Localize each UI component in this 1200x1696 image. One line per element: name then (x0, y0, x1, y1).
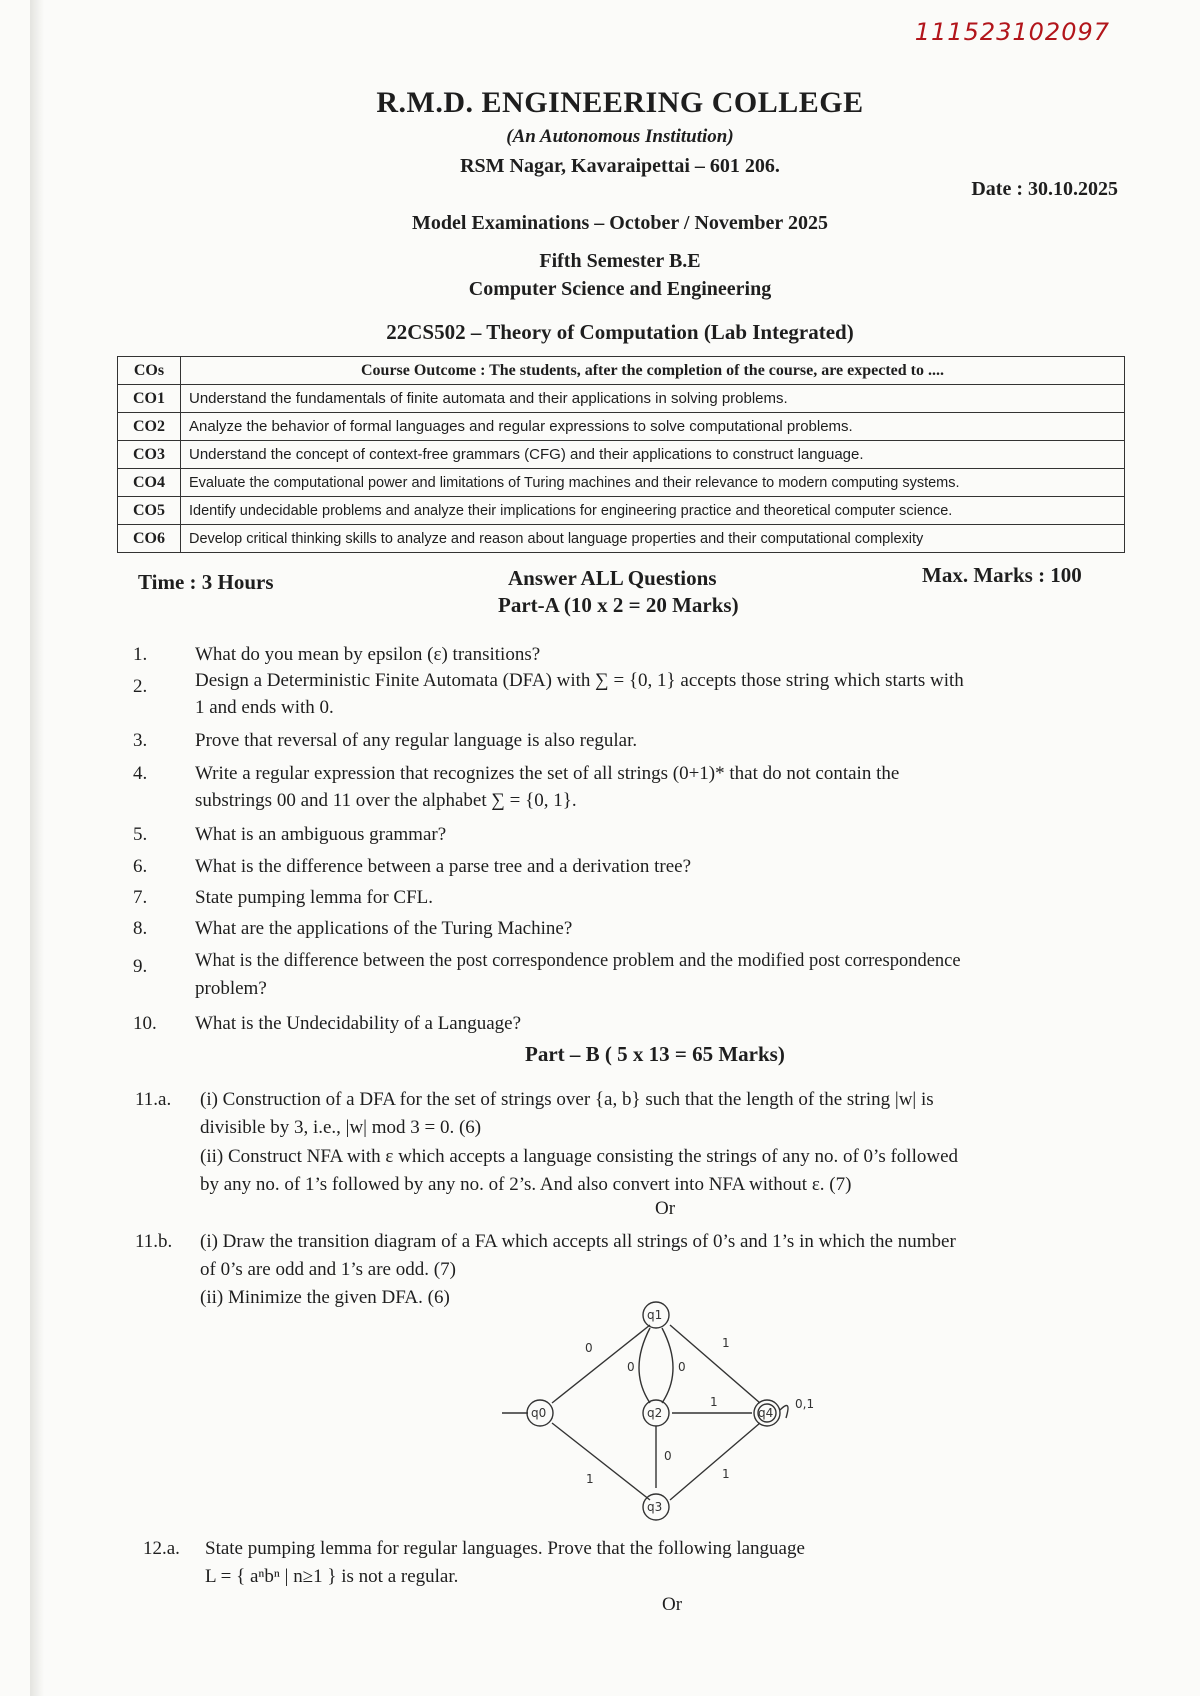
question-text: What is the difference between a parse tree and a derivation tree? (195, 856, 692, 877)
question-text: What do you mean by epsilon (ε) transitions? (195, 644, 541, 665)
part-a-heading: Part-A (10 x 2 = 20 Marks) (498, 593, 739, 617)
question-number: 1. (133, 644, 148, 665)
edge-q0-q1 (552, 1325, 650, 1403)
department: Computer Science and Engineering (468, 278, 772, 300)
dfa-diagram (490, 1300, 890, 1535)
co-code: CO3 (118, 441, 181, 469)
question-text: (i) Draw the transition diagram of a FA which accepts all strings of 0’s and 1’s in which the number (200, 1231, 956, 1252)
or-separator: Or (655, 1198, 676, 1219)
table-header-row (118, 357, 1125, 385)
co-code: CO6 (118, 525, 181, 553)
question-text: Design a Deterministic Finite Automata (DFA) with ∑ = {0, 1} accepts those string which starts with (195, 670, 964, 691)
question-number: 10. (133, 1013, 157, 1034)
college-address: RSM Nagar, Kavaraipettai – 601 206. (460, 155, 780, 177)
co-code: CO2 (118, 413, 181, 441)
semester: Fifth Semester B.E (539, 250, 701, 272)
table-row (118, 385, 1125, 413)
edge-label-q3-q4: 1 (722, 1467, 730, 1481)
header-course-outcome: Course Outcome : The students, after the completion of the course, are expected to .... (181, 357, 1125, 385)
question-text: Write a regular expression that recognizes the set of all strings (0+1)* that do not contain the (195, 763, 900, 784)
table-row (118, 497, 1125, 525)
table-row (118, 469, 1125, 497)
question-number: 8. (133, 918, 148, 939)
co-description: Identify undecidable problems and analyze their implications for engineering practice and theoretical computer science. (181, 497, 1125, 525)
label-q3: q3 (647, 1500, 663, 1514)
table-row (118, 525, 1125, 553)
co-description: Develop critical thinking skills to analyze and reason about language properties and their computational complexity (181, 525, 1125, 553)
question-text: What is an ambiguous grammar? (195, 824, 447, 845)
edge-q3-q4 (670, 1423, 760, 1500)
course-outcome-table (117, 356, 1125, 553)
edge-label-q0-q3: 1 (586, 1472, 594, 1486)
question-text: What is the Undecidability of a Language? (195, 1013, 522, 1034)
course-title: 22CS502 – Theory of Computation (Lab Integrated) (386, 320, 854, 344)
question-text: State pumping lemma for regular languages. Prove that the following language (205, 1538, 805, 1559)
question-text-continued: substrings 00 and 11 over the alphabet ∑ = {0, 1}. (195, 790, 577, 811)
or-separator: Or (662, 1594, 683, 1615)
question-text: What are the applications of the Turing Machine? (195, 918, 573, 939)
label-q0: q0 (531, 1406, 547, 1420)
question-text: (i) Construction of a DFA for the set of strings over {a, b} such that the length of the string |w| is (200, 1089, 934, 1110)
table-row (118, 413, 1125, 441)
co-description: Analyze the behavior of formal languages and regular expressions to solve computational problems. (181, 413, 1125, 441)
question-number: 11.a. (135, 1089, 172, 1110)
question-number: 4. (133, 763, 148, 784)
question-text-continued: problem? (195, 978, 267, 999)
edge-q2-q1 (662, 1328, 673, 1403)
edge-label-q3-q2: 0 (664, 1449, 672, 1463)
max-marks: Max. Marks : 100 (922, 563, 1082, 587)
exam-duration: Time : 3 Hours (138, 570, 274, 594)
header-cos: COs (118, 357, 181, 385)
question-text-continued: (ii) Minimize the given DFA. (6) (200, 1287, 450, 1308)
question-text-continued: by any no. of 1’s followed by any no. of 2’s. And also convert into NFA without ε. (7) (200, 1174, 852, 1195)
question-number: 3. (133, 730, 148, 751)
exam-instructions: Answer ALL Questions (508, 566, 717, 590)
edge-label-q4-loop: 0,1 (795, 1397, 815, 1411)
edge-q1-q2 (639, 1328, 650, 1403)
edge-label-q1-q2: 0 (627, 1360, 635, 1374)
co-code: CO1 (118, 385, 181, 413)
co-code: CO5 (118, 497, 181, 525)
label-q2: q2 (647, 1406, 663, 1420)
edge-label-q2-q1: 0 (678, 1360, 686, 1374)
exam-date: Date : 30.10.2025 (971, 178, 1118, 200)
co-description: Understand the fundamentals of finite automata and their applications in solving problems. (181, 385, 1125, 413)
co-description: Evaluate the computational power and limitations of Turing machines and their relevance to modern computing systems. (181, 469, 1125, 497)
question-number: 6. (133, 856, 148, 877)
question-text-continued: 1 and ends with 0. (195, 697, 334, 718)
question-number: 11.b. (135, 1231, 173, 1252)
question-number: 2. (133, 676, 148, 697)
question-number: 5. (133, 824, 148, 845)
question-number: 7. (133, 887, 148, 908)
question-text-continued: L = { aⁿbⁿ | n≥1 } is not a regular. (205, 1566, 459, 1587)
question-text-continued: of 0’s are odd and 1’s are odd. (7) (200, 1259, 456, 1280)
label-q1: q1 (647, 1308, 663, 1322)
question-text: Prove that reversal of any regular language is also regular. (195, 730, 638, 751)
college-name: R.M.D. ENGINEERING COLLEGE (376, 86, 864, 119)
question-number: 9. (133, 956, 148, 977)
autonomous-subtitle: (An Autonomous Institution) (506, 126, 734, 147)
co-description: Understand the concept of context-free grammars (CFG) and their applications to construct language. (181, 441, 1125, 469)
question-text-continued: (ii) Construct NFA with ε which accepts a language consisting the strings of any no. of 0’s followed (200, 1146, 958, 1167)
co-code: CO4 (118, 469, 181, 497)
question-text: State pumping lemma for CFL. (195, 887, 434, 908)
label-q4: q4 (758, 1406, 774, 1420)
table-row (118, 441, 1125, 469)
edge-label-q2-q4: 1 (710, 1395, 718, 1409)
question-text-continued: divisible by 3, i.e., |w| mod 3 = 0. (6) (200, 1117, 482, 1138)
exam-title: Model Examinations – October / November 2025 (412, 212, 828, 234)
question-text: What is the difference between the post correspondence problem and the modified post correspondence (195, 951, 961, 971)
edge-label-q1-q4: 1 (722, 1336, 730, 1350)
handwritten-register-number: 111523102097 (914, 18, 1110, 46)
edge-q0-q3 (552, 1423, 650, 1500)
edge-label-q0-q1: 0 (585, 1341, 593, 1355)
question-number: 12.a. (143, 1538, 180, 1559)
edge-q4-loop (780, 1406, 788, 1419)
part-b-heading: Part – B ( 5 x 13 = 65 Marks) (525, 1042, 785, 1066)
